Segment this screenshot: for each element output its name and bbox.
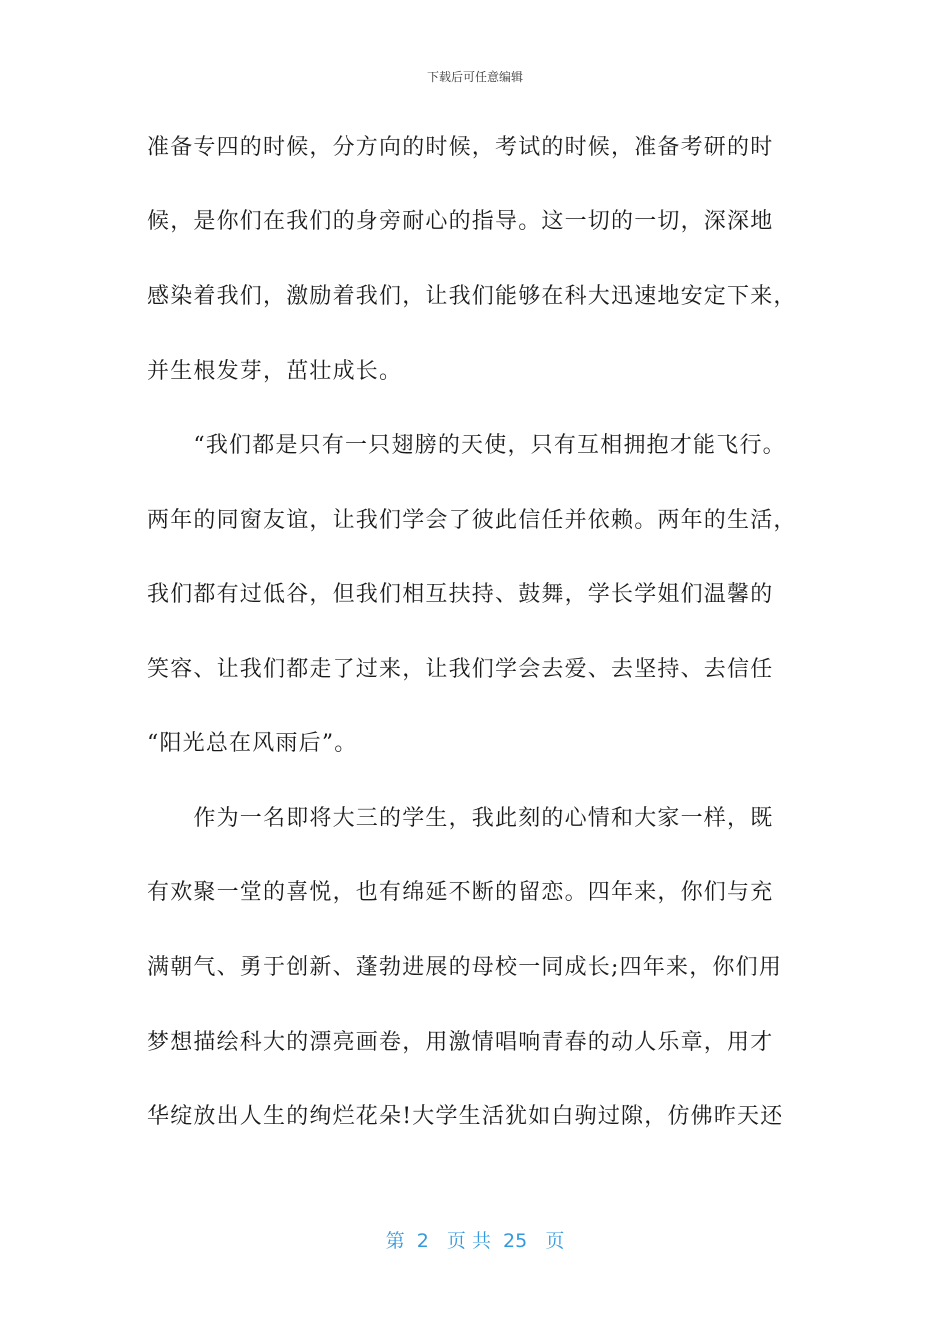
text-line: 候，是你们在我们的身旁耐心的指导。这一切的一切，深深地: [147, 209, 774, 234]
text-line: “阳光总在风雨后”。: [147, 731, 358, 756]
text-line: 作为一名即将大三的学生，我此刻的心情和大家一样，既: [147, 806, 774, 831]
page-number-footer: 第 2 页 共 25 页: [385, 1230, 565, 1252]
text-line: 两年的同窗友谊，让我们学会了彼此信任并依赖。两年的生活，: [147, 508, 797, 533]
text-line: 有欢聚一堂的喜悦，也有绵延不断的留恋。四年来，你们与充: [147, 880, 774, 905]
text-line: “我们都是只有一只翅膀的天使，只有互相拥抱才能飞行。: [147, 433, 786, 458]
text-line: 华绽放出人生的绚烂花朵!大学生活犹如白驹过隙，仿佛昨天还: [147, 1104, 784, 1129]
text-line: 我们都有过低谷，但我们相互扶持、鼓舞，学长学姐们温馨的: [147, 582, 774, 607]
text-line: 满朝气、勇于创新、蓬勃进展的母校一同成长;四年来，你们用: [147, 955, 783, 980]
text-line: 感染着我们，激励着我们，让我们能够在科大迅速地安定下来，: [147, 284, 797, 309]
text-line: 笑容、让我们都走了过来，让我们学会去爱、去坚持、去信任: [147, 657, 774, 682]
text-line: 并生根发芽，茁壮成长。: [147, 359, 403, 384]
page-header-note: 下载后可任意编辑: [426, 70, 523, 84]
text-line: 梦想描绘科大的漂亮画卷，用激情唱响青春的动人乐章，用才: [147, 1030, 774, 1055]
text-line: 准备专四的时候，分方向的时候，考试的时候，准备考研的时: [147, 135, 774, 160]
